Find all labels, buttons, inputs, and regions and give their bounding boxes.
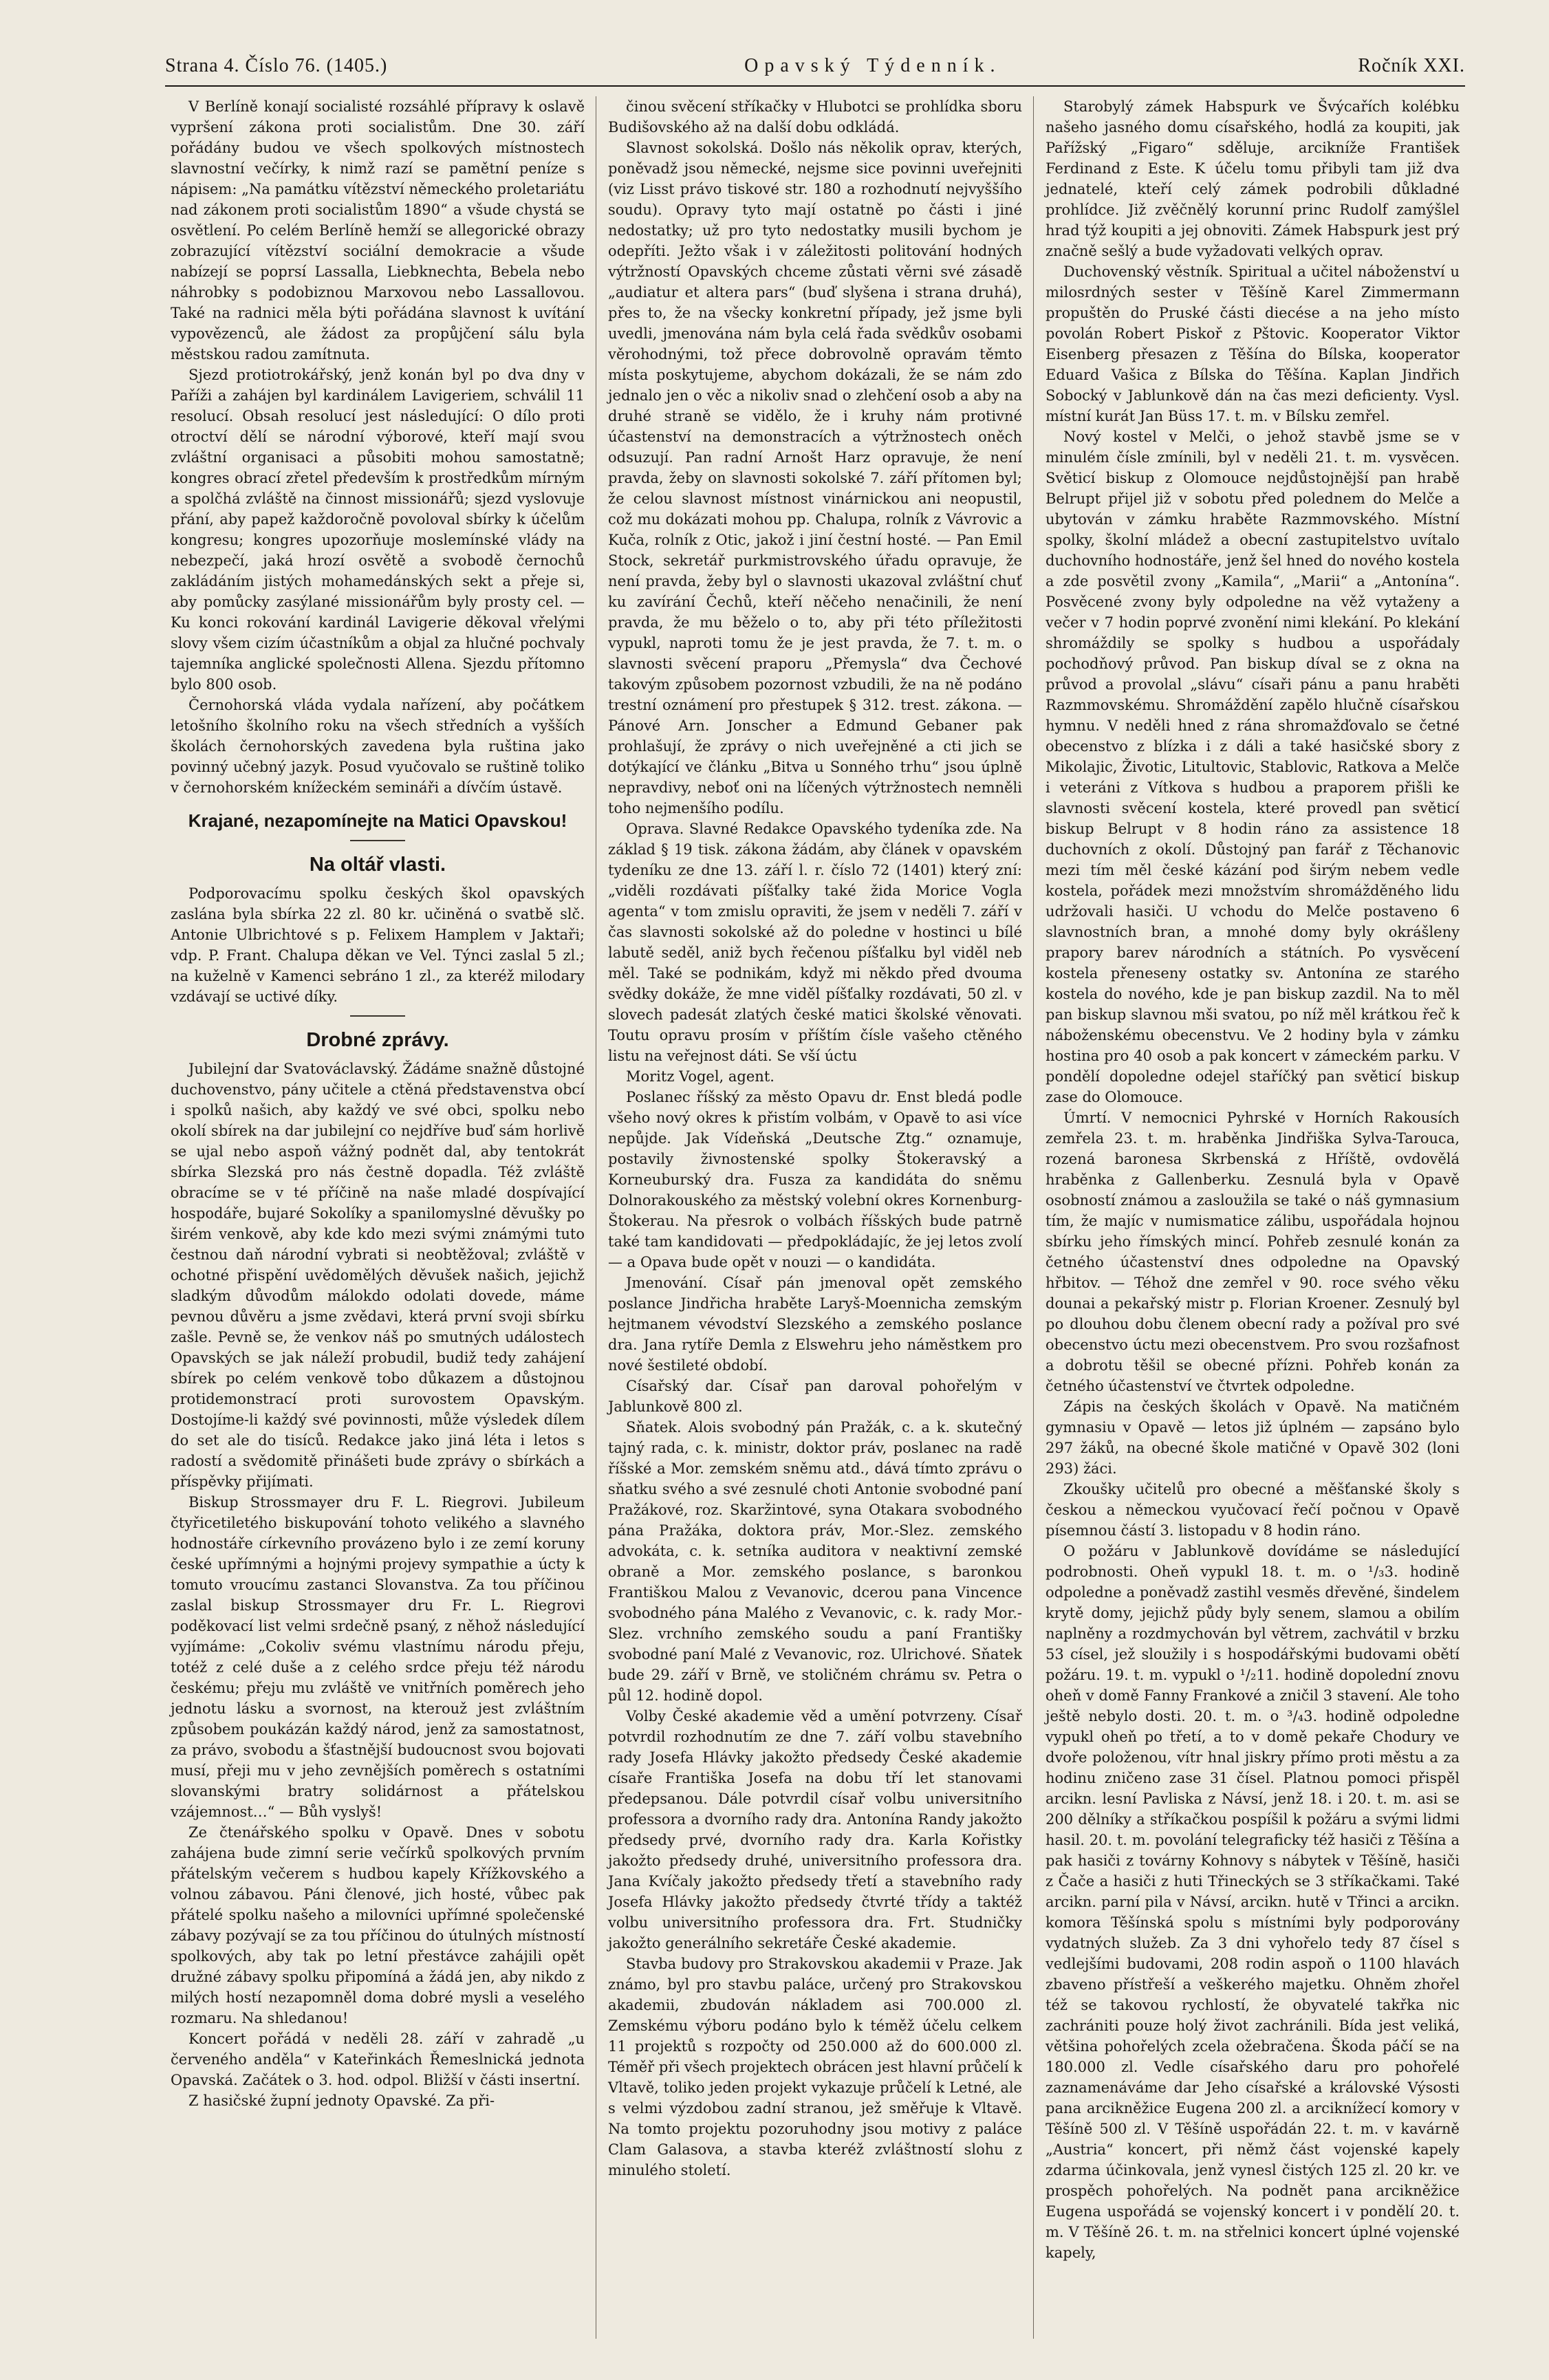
article-strossmayer: Biskup Strossmayer dru F. L. Riegrovi. Jubileum čtyřicetiletého biskupování tohoto velikého a slavného hodnostáře církevního provázeno bylo i ze zemí koruny české upřímnými a hojnými projevy sympathie a úcty k tomuto vroucímu zastanci Slovanstva. Za tou příčinou zaslal biskup Strossmayer dru Fr. L. Riegrovi poděkovací list velmi srdečně psaný, z něhož následující vyjímáme: „Cokoliv svému vlastnímu národu přeju, totéž z celé duše a z celého srdce přeju též národu českému; přeju mu zvláště ve vnitřních poměrech jeho jednotu lásku a svornost, na kterouž jest zvláštním způsobem poukázán každý národ, jenž za samostatnost, za právo, svobodu a šťastnější budoucnost svou bojovati musí, přeji mu v jeho zevnějších poměrech s ostatními slovanskými bratry solidárnost a přátelskou vzájemnost…“ — Bůh vyslyš! (171, 1494, 585, 1820)
divider (350, 1015, 405, 1017)
article-new-church: Nový kostel v Melči, o jehož stavbě jsme se v minulém čísle zmínili, byl v neděli 21. t. m. vysvěcen. Světicí biskup z Olomouce nejdůstojnější pan hrabě Belrupt přijel již v sobotu před polednem do Melče a ubytován v zámku hraběte Razmmovského. Místní spolky, školní mládež a obecní zastupitelstvo uvítalo duchovního hodnostáře, jenž šel hned do nového kostela a zde posvětil zvony „Kamila“, „Marii“ a „Antonína“. Posvěcené zvony byly odpoledne na věž vytaženy a večer v 7 hodin poprvé zvonění nimi klekání. Po klekání shromáždily se spolky s hudbou a uspořádaly pochodňový průvod. Pan biskup díval se z okna na průvod a provolal „slávu“ císaři pánu a panu hraběti Razmmovskému. Shromáždění zapělo hlučně císařskou hymnu. V neděli hned z rána shromažďovalo se četné obecenstvo z blízka i z dáli a také hasičské sbory z Mikolajic, Životic, Litultovic, Stablovic, Ratkova a Melče i veteráni z Vítkova s hudbou a praporem přišli ke slavnosti svěcení kostela, které provedl pan světicí biskup Belrupt v 8 hodin ráno za assistence 18 duchovních z okolí. Důstojný pan farář z Těchanovic mezi tím měl české kázání pod širým nebem vedle kostela, pořádek mezi množstvím shromážděného lidu udržovali hasiči. U vchodu do Melče postaveno 6 slavnostních bran, a mnohé domy byly okrášleny prapory barev národních a státních. Po vysvěcení kostela přeneseny ostatky sv. Antonína ze starého kostela do nového, kde je pan biskup zazdil. Na to měl pan biskup slavnou mši svatou, po níž měl krátkou řeč k náboženskému obecenstvu. Ve 2 hodiny byla v zámku hostina pro 40 osob a pak koncert v zámeckém parku. V pondělí dopoledne odejel staříčký pan světicí biskup zase do Olomouce. (1046, 429, 1460, 1105)
header-rule (165, 85, 1465, 87)
article-deputy: Poslanec říšský za město Opavu dr. Enst bledá podle všeho nový okres k přistím volbám, v Opavě to asi více nepůjde. Jak Vídeňská „Deutsche Ztg.“ oznamuje, postavily živnostenské spolky Štokeravský a Korneuburský dra. Fusza za kandidáta do sněmu Dolnorakouského za městský volební okres Kornenburg-Štokerau. Na přesrok o volbách říšských bude patrně také tam kandidovati — předpokládajíc, že jej letos zvolí — a Opava bude opět v nouzi — o kandidáta. (608, 1089, 1022, 1270)
altar-heading: Na oltář vlasti. (309, 854, 446, 876)
article-imperial-gift: Císařský dar. Císař pan daroval pohořelým v Jablunkově 800 zl. (608, 1378, 1022, 1415)
column-1 (165, 96, 590, 2339)
newspaper-title: Opavský Týdenník. (744, 55, 1001, 76)
article-jablunkov-fire: O požáru v Jablunkově dovídáme se následující podrobnosti. Oheň vypukl 18. t. m. o ¹/₃3. hodině odpoledne a poněvadž zastihl vesměs dřevěné, šindelem krytě domy, jejichž půdy byly senem, slamou a obilím naplněny a rozdmychován byl větrem, zachvátil v brzku 53 císel, jež sloužily i s hospodářskými budovami obětí požáru. 19. t. m. vypukl o ¹/₂11. hodině dopolední znovu oheň v domě Fanny Frankové a zničil 3 stavení. Ale toho ještě nebylo dosti. 20. t. m. o ³/₄3. hodině odpoledne vypukl oheň po třetí, a to v domě pekaře Chodury ve dvoře položenou, vítr hnal jiskry přímo proti městu a za hodinu zničeno zase 31 čísel. Platnou pomoci přispěl arcikn. lesní Pavliska z Návsí, jenž 18. i 20. t. m. asi se 200 dělníky a stříkačkou pospíšil k požáru a svými lidmi hasil. 20. t. m. povolání telegraficky též hasiči z Těšína a pak hasiči z továrny Kohnovy s nábytek v Těšíně, hasiči z Čače a hasiči z huti Třineckých se 3 stříkačkami. Také arcikn. parní pila v Návsí, arcikn. hutě v Třinci a arcikn. komora Těšínská spolu s místními byly podporovány vydatných služeb. Za 3 dni vyhořelo tedy 87 čísel s vedlejšími budovami, 208 rodin aspoň o 1100 hlavách zbaveno přístřeší a veškerého majetku. Ohněm zhořel též se takovou rychlostí, že obyvatelé takřka nic zachrániti pouze holý život zachránili. Bída jest veliká, většina pohořelých zcela ožebračena. Škoda páčí se na 180.000 zl. Vedle císařského daru pro pohořelé zaznamenáváme dar Jeho císařské a královské Výsosti pana arcikněžice Eugena 200 zl. a arciknížecí komory v Těšíně 500 zl. V Těšíně uspořádán 22. t. m. v kavárně „Austria“ koncert, při němž část vojenské kapely zdarma účinkovala, jenž vynesl čistých 125 zl. 20 kr. ve prospěch pohořelých. Na podnět pana arcikněžice Eugena uspořádá se vojenský koncert i v pondělí 20. t. m. V Těšíně 26. t. m. na střelnici koncert úplné vojenské kapely, (1046, 1543, 1460, 2261)
article-jubilee-gift: Jubilejní dar Svatováclavský. Žádáme snažně důstojné duchovenstvo, pány učitele a ctěná představenstva obcí i spolků našich, aby každý ve své obci, spolku nebo okolí sbírek na dar jubilejní co nejdříve buď sám horlivě se ujal nebo aspoň vážný podnět dal, aby tentokrát sbírka Slezská pro nás čestně dopadla. Též zvláště obracíme se v té příčině na naše mladé dospívající hospodáře, bujaré Sokolíky a spanilomyslné děvušky po širém venkově, aby kde kdo mezi svými známými tuto čestnou daň národní vybrati si neobtěžoval; zvláště v ochotné přispění uvědomělých děvušek našich, jejichž sladkým důvodům málokdo odolati dovede, máme pevnou důvěru a jsme zvědavi, která první svoji sbírku zašle. Pevně se, že venkov náš po smutných událostech Opavských se jak náleží probudil, budiž tedy zahájení sbírek po celém venkově tobo důkazem a důstojnou protidemonstrací proti surovostem Opavským. Dostojíme-li každý své povinnosti, může výsledek dílem do set ale do tisíců. Redakce jako jiná léta i letos s radostí a svědomitě přinášeti bude zprávy o sbírkách a příspěvky přijímati. (171, 1061, 585, 1490)
article-strakova-academy: Stavba budovy pro Strakovskou akademii v Praze. Jak známo, byl pro stavbu paláce, určený pro Strakovskou akademii, zbudován nákladem asi 700.000 zl. Zemskému výboru podáno bylo k téměž účelu celkem 11 projektů s rozpočty od 250.000 až do 600.000 zl. Téměř při všech projektech obrácen jest hlavní průčelí k Vltavě, toliko jeden projekt vykazuje průčelí k Letné, ale s velmi výzdobou zadní stranou, jež směřuje k Vltavě. Na tomto projektu pozoruhodny jsou motivy z paláce Clam Galasova, a stavba kteréž zvláštností slohu z minulého století. (608, 1956, 1022, 2178)
divider (350, 840, 405, 841)
news-heading: Drobné zprávy. (306, 1029, 449, 1051)
article-habsburg-castle: Starobylý zámek Habspurk ve Švýcařích kolébku našeho jasného domu císařského, hodlá za koupiti, jak Pařížský „Figaro“ sděluje, arcikníže František Ferdinand z Este. K účelu tomu přibyli tam již dva jednatelé, kteří celý zámek podrobili důkladné prohlídce. Již zvěčnělý korunní princ Rudolf zamýšlel hrad týž koupiti a jej obnoviti. Zámek Habspurk jest prý značně sešlý a bude vyžadovati velkých oprav. (1046, 98, 1460, 259)
appeal-heading: Krajané, nezapomínejte na Matici Opavskou! (188, 810, 567, 831)
article-school-enrollment: Zápis na českých školách v Opavě. Na matičném gymnasiu v Opavě — letos již úplném — zapsáno bylo 297 žáků, na obecné škole matičné v Opavě 302 (loni 293) žáci. (1046, 1398, 1460, 1477)
altar-text: Podporovacímu spolku českých škol opavských zaslána byla sbírka 22 zl. 80 kr. učiněná o svatbě slč. Antonie Ulbrichtové s p. Felixem Hamplem v Jaktaři; vdp. P. Frant. Chalupa děkan ve Vel. Týnci zaslal 5 zl.; na kuželně v Kamenci sebráno 1 zl., za kteréž milodary vzdávají se uctivé díky. (171, 885, 585, 1005)
column-2 (603, 96, 1028, 2339)
article-antislavery: Sjezd protiotrokářský, jenž konán byl po dva dny v Paříži a zahájen byl kardinálem Lavigeriem, schválil 11 resolucí. Obsah resolucí jest následující: O dílo proti otroctví dělí se národní výborové, kteří mají svou zvláštní organisaci a působiti mohou samostatně; kongres obrací zřetel především k prostředkům mírným a spolčhá zvláště na činnost missionářů; sjezd vyslovuje přání, aby papež každoročně povoloval sbírky k účelům kongresu; kongres upozorňuje moslemínské vlády na nebezpečí, jaká hrozí osvětě a svobodě černochů zakládáním jistých mohamedánských sekt a přeje si, aby pomůcky zasýlané missionářům byly prosty cel. — Ku konci rokování kardinál Lavigerie děkoval vřelými slovy všem cizím účastníkům a objal za hlučné pochvaly tajemníka anglické společnosti Allena. Sjezdu přítomno bylo 800 osob. (171, 367, 585, 693)
article-reading-club: Ze čtenářského spolku v Opavě. Dnes v sobotu zahájena bude zimní serie večírků spolkových prvním přátelským večerem s hudbou kapely Křížkovského a volnou zábavou. Páni členové, jich hosté, vůbec pak přátelé spolku našeho a milovníci upřímné společenské zábavy pozývají se za tou příčinou do útulných místností spolkových, aby tak po letní přestávce zahájili opět družné zábavy spolku připomíná a žádá jen, aby nikdo z milých hostí nezapomněl doma dobré mysli a veselého rozmaru. Na shledanou! (171, 1824, 585, 2026)
article-deaths: Úmrtí. V nemocnici Pyhrské v Horních Rakousích zemřela 23. t. m. hraběnka Jindřiška Sylva-Tarouca, rozená baronesa Skrbenská z Hříště, ovdovělá hraběnka z Gallenberku. Zesnulá byla v Opavě osobností známou a zasloužila se také o náš gymnasium tím, že majíc v numismatice zálibu, uspořádala hojnou sbírku jeho římských mincí. Pohřeb zesnulé konán za četného účastenství dnes odpoledne na Opavský hřbitov. — Téhož dne zemřel v 90. roce svého věku dounai a pekařský mistr p. Florian Kroener. Zesnulý byl po dlouhou dobu členem obecní rady a požíval pro své obecenstvo úctu mezi obecenstvem. Pro svou rozšafnost a dobrotu těšil se obecné přízni. Pohřeb konán za četného účastenství ve čtvrtek odpoledne. (1046, 1110, 1460, 1394)
article-teacher-exams: Zkoušky učitelů pro obecné a měšťanské školy s českou a německou vyučovací řečí počnou v Opavě písemnou částí 3. listopadu v 8 hodin ráno. (1046, 1481, 1460, 1539)
article-appointment: Jmenování. Císař pán jmenoval opět zemského poslance Jindřicha hraběte Laryš-Moennicha zemským hejtmanem vévodství Slezského a zemského poslance dra. Jana rytíře Demla z Elswehru jeho náměstkem pro nové šestileté období. (608, 1275, 1022, 1374)
article-continued: činou svěcení stříkačky v Hlubotci se prohlídka sboru Budišovského až na další dobu odkládá. (608, 98, 1022, 136)
article-concert: Koncert pořádá v neděli 28. září v zahradě „u červeného anděla“ v Kateřinkách Řemeslnická jednota Opavská. Začátek o 3. hod. odpol. Bližší v části insertní. (171, 2031, 585, 2088)
volume-number: Ročník XXI. (1358, 55, 1465, 76)
page-number: Strana 4. Číslo 76. (1405.) (165, 55, 388, 76)
columns (165, 96, 1465, 2339)
article-academy-elections: Volby České akademie věd a umění potvrzeny. Císař potvrdil rozhodnutím ze dne 7. září volbu stavebního rady Josefa Hlávky jakožto předsedy České akademie císaře Františka Josefa na dobu tří let stanovami předepsanou. Dále potvrdil císař volbu universitního professora a dvorního rady dra. Antonína Randy jakožto předsedy prvé, dvorního rady dra. Karla Kořistky jakožto předsedy druhé, universitního professora dra. Jana Kvíčaly jakožto předsedy třetí a stavebního rady Josefa Hlávky jakožto předsedy čtvrté třídy a taktéž volbu universitního professora dra. Frt. Studničky jakožto generálního sekretáře České akademie. (608, 1708, 1022, 1951)
column-3 (1040, 96, 1465, 2339)
article-firemen: Z hasičské župní jednoty Opavské. Za při- (188, 2092, 495, 2109)
article-clergy: Duchovenský věstník. Spiritual a učitel náboženství u milosrdných sester v Těšíně Karel Zimmermann propuštěn do Pruské části diecése a na jeho místo povolán Robert Piskoř z Pštovic. Kooperator Viktor Eisenberg přesazen z Těšína do Bílska, kooperator Eduard Vašica z Bílska do Těšína. Kaplan Jindřich Sobocký v Jablunkově dán na čas mezi deficienty. Vysl. místní kurát Jan Büss 17. t. m. v Bílsku zemřel. (1046, 263, 1460, 424)
article-berlin: V Berlíně konají socialisté rozsáhlé přípravy k oslavě vypršení zákona proti socialistům. Dne 30. září pořádány budou ve všech spolkových místnostech slavnostní večírky, k nimž razí se pamětní peníze s nápisem: „Na památku vítězství německého proletariátu nad zákonem proti socialistům 1890“ a všude chystá se osvětlení. Po celém Berlíně hemží se allegorické obrazy zobrazující vítězství sociální demokracie a všude nabízejí se poprsí Lassalla, Liebknechta, Bebela nebo náhrobky s podobiznou Marxovou nebo Lassallovou. Také na radnici měla býti pořádána slavnost k uvítání vypovězenců, ale žádost za propůjčení sálu byla městskou radou zamítnuta. (171, 98, 585, 363)
article-montenegro: Černohorská vláda vydala nařízení, aby počátkem letošního školního roku na všech středních a vyšších školách černohorských zavedena byla ruština jako povinný učebný jazyk. Posud vyučovalo se ruštině toliko v černohorském knížeckém semináři a dívčím ústavě. (171, 697, 585, 796)
signature: Moritz Vogel, agent. (626, 1068, 774, 1085)
article-sokol: Slavnost sokolská. Došlo nás několik oprav, kterých, poněvadž jsou německé, nejsme sice povinni uveřejniti (viz Lisst právo tiskové str. 180 a rozhodnutí nejvyššího soudu). Opravy tyto mají ostatně po části i jiné nedostatky; už pro tyto nedostatky musili bychom je odepříti. Ježto však i v záležitosti politování hodných výtržností Opavských chceme zůstati věrni své zásadě „audiatur et altera pars“ (buď slyšena i strana druhá), přes to, že na všecky konkretní případy, jež jsme byli uvedli, jmenována nám byla celá řada svědkův osobami věrohodnými, tož přece dobrovolně opravám těmto místa poskytujeme, abychom dokázali, že se nám zdo jednalo jen o věc a nikoliv snad o zlehčení osob a aby na druhé straně se vidělo, že i kruhy nám protivné účastenství na demonstracích a výtržnostech oněch odsuzují. Pan radní Arnošt Harz opravuje, že není pravda, žeby on slavnosti sokolské 7. září přítomen byl; že celou slavnost místnost vinárnickou ani neopustil, což mu dokázati mohou pp. Chalupa, rolník z Vávrovic a Kuča, rolník z Otic, jakož i jiní čestní hosté. — Pan Emil Stock, sekretář purkmistrovského úřadu opravuje, že není pravda, žeby byl o slavnosti ukazoval zvláštní chuť ku zavírání Čechů, kteří něčeho nenačinili, že není pravda, že mu běželo o to, aby při této příležitosti vypukl, naproti tomu že je jest pravda, že 7. t. m. o slavnosti svěcení praporu „Přemysla“ dva Čechové takovým způsobem pozornost vzbudili, že na ně podáno trestní oznámení pro přestupek § 312. trest. zákona. — Pánové Arn. Jonscher a Edmund Gebaner pak prohlašují, že zprávy o nich uveřejněné a cti jich se dotýkající ve článku „Bitva u Sonného trhu“ jsou úplně nepravdivy, neboť oni na líčených výtržnostech nemněli toho nejmenšího podílu. (608, 140, 1022, 816)
article-wedding: Sňatek. Alois svobodný pán Pražák, c. a k. skutečný tajný rada, c. k. ministr, doktor práv, poslanec na radě říšské a Mor. zemském sněmu atd., dává tímto zprávu o sňatku svého a své zesnulé choti Antonie svobodné paní Pražákové, roz. Skaržintové, syna Otakara svobodného pána Pražáka, doktora práv, Mor.-Slez. zemského advokáta, c. k. setníka auditora v neaktivní zemské obraně a Mor. zemského poslance, s baronkou Františkou Malou z Vevanovic, dcerou pana Vincence svobodného pána Malého z Vevanovic, c. k. rady Mor.-Slez. vrchního zemského soudu a paní Františky svobodné paní Malé z Vevanovic, roz. Ulrichové. Sňatek bude 29. září v Brně, ve stoličném chrámu sv. Petra o půl 12. hodině dopol. (608, 1419, 1022, 1704)
article-correction: Oprava. Slavné Redakce Opavského tydeníka zde. Na základ § 19 tisk. zákona žádám, aby článek v opavském tydeníku ze dne 13. září l. r. číslo 72 (1401) který zní: „viděli rozdávati píšťalky také žida Morice Vogla agenta“ v tom zmislu opraviti, že jsem v neděli 7. září v čas slavnosti sokolské až do poledne v hostinci u bílé labutě seděl, aniž bych řečenou píšťalku byl viděl neb měl. Také se podnikám, když mi někdo před dvouma svědky dokáže, že mne viděl píšťalky rozdávati, 50 zl. v slovech padesát zlatých české matici školské věnovati. Toutu opravu prosím v příštím čísle vašeho ctěného listu na veřejnost dáti. Se vší úctu (608, 821, 1022, 1064)
page-header (165, 50, 1465, 83)
